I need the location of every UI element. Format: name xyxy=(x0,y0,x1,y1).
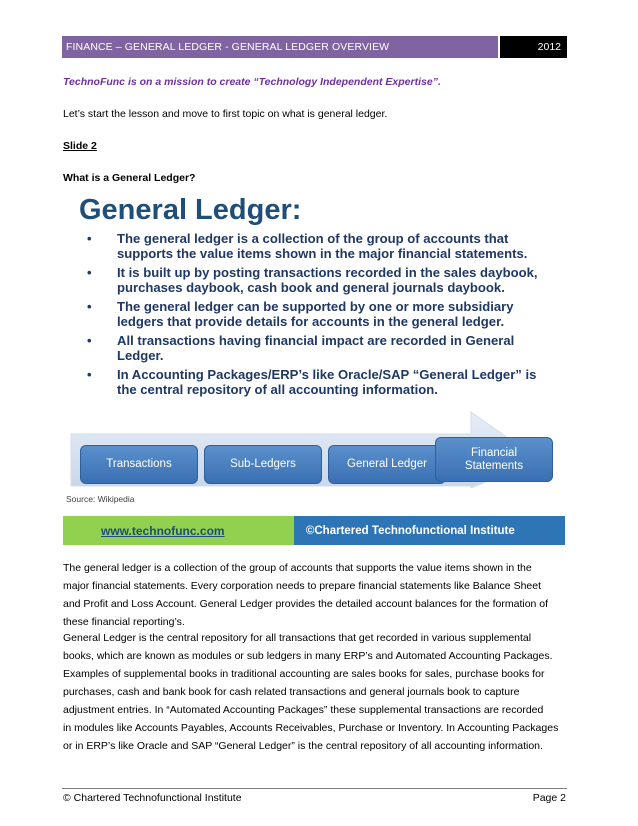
slide-footer-banner xyxy=(63,516,565,545)
flow-step-transactions: Transactions xyxy=(80,445,198,484)
slide-bullet-text: All transactions having financial impact are recorded in General Ledger. xyxy=(117,333,515,363)
slide-copyright: ©Chartered Technofunctional Institute xyxy=(294,516,565,545)
website-link[interactable]: www.technofunc.com xyxy=(63,516,294,545)
paragraph-line: The general ledger is a collection of the group of accounts that supports the value items shown in the xyxy=(63,562,532,574)
page-header xyxy=(62,36,567,58)
slide-bullet-text: It is built up by posting transactions recorded in the sales daybook, purchases daybook, cash book and general journals daybook. xyxy=(117,265,538,295)
intro-text: Let’s start the lesson and move to first topic on what is general ledger. xyxy=(63,108,388,120)
bullet-icon: • xyxy=(87,231,92,246)
paragraph-line: Examples of supplemental books in traditional accounting are sales books for sales, purchase books for xyxy=(63,668,545,680)
bullet-icon: • xyxy=(87,333,92,348)
slide-bullet-text: The general ledger can be supported by one or more subsidiary ledgers that provide details for accounts in the general ledger. xyxy=(117,299,514,329)
slide-bullet xyxy=(87,368,557,397)
paragraph-line: General Ledger is the central repository for all transactions that get recorded in various supplemental xyxy=(63,632,532,644)
paragraph-line: these financial reporting’s. xyxy=(63,616,185,628)
flow-step-sub-ledgers: Sub-Ledgers xyxy=(204,445,322,484)
slide-bullet-list xyxy=(87,232,557,402)
header-year: 2012 xyxy=(500,36,567,58)
mission-statement: TechnoFunc is on a mission to create “Technology Independent Expertise”. xyxy=(63,76,441,88)
slide-bullet xyxy=(87,232,557,261)
slide-bullet-text: In Accounting Packages/ERP’s like Oracle/SAP “General Ledger” is the central repository of all accounting information. xyxy=(117,367,537,397)
paragraph-repository xyxy=(63,629,568,755)
slide-image xyxy=(63,188,565,545)
bullet-icon: • xyxy=(87,367,92,382)
slide-bullet xyxy=(87,266,557,295)
paragraph-line: adjustment entries. In “Automated Accounting Packages” these supplemental transactions are recorded xyxy=(63,704,544,716)
source-caption: Source: Wikipedia xyxy=(66,494,135,504)
page-number: Page 2 xyxy=(532,792,566,804)
slide-bullet-text: The general ledger is a collection of the group of accounts that supports the value items shown in the major financial statements. xyxy=(117,231,528,261)
slide-bullet xyxy=(87,300,557,329)
paragraph-definition xyxy=(63,559,568,631)
slide-title: General Ledger: xyxy=(79,194,302,226)
footer-divider xyxy=(62,788,567,789)
paragraph-line: and Profit and Loss Account. General Ledger provides the detailed account balances for the formation of xyxy=(63,598,549,610)
slide-bullet xyxy=(87,334,557,363)
paragraph-line: in modules like Accounts Payables, Accounts Receivables, Purchase or Inventory. In Accounting Packages xyxy=(63,722,559,734)
slide-label: Slide 2 xyxy=(63,140,97,152)
bullet-icon: • xyxy=(87,265,92,280)
footer-copyright: © Chartered Technofunctional Institute xyxy=(63,792,242,804)
bullet-icon: • xyxy=(87,299,92,314)
section-question: What is a General Ledger? xyxy=(63,172,196,184)
paragraph-line: books, which are known as modules or sub ledgers in many ERP’s and Automated Accounting Packages. xyxy=(63,650,553,662)
paragraph-line: or in ERP’s like Oracle and SAP “General Ledger” is the central repository of all accounting information. xyxy=(63,740,543,752)
paragraph-line: purchases, cash and bank book for cash related transactions and general journals book to capture xyxy=(63,686,520,698)
header-title: FINANCE – GENERAL LEDGER - GENERAL LEDGER OVERVIEW xyxy=(62,36,498,58)
process-flow xyxy=(63,410,565,488)
flow-step-financial-statements: Financial Statements xyxy=(435,437,553,482)
paragraph-line: major financial statements. Every corporation needs to prepare financial statements like Balance Sheet xyxy=(63,580,542,592)
flow-step-general-ledger: General Ledger xyxy=(328,445,446,484)
